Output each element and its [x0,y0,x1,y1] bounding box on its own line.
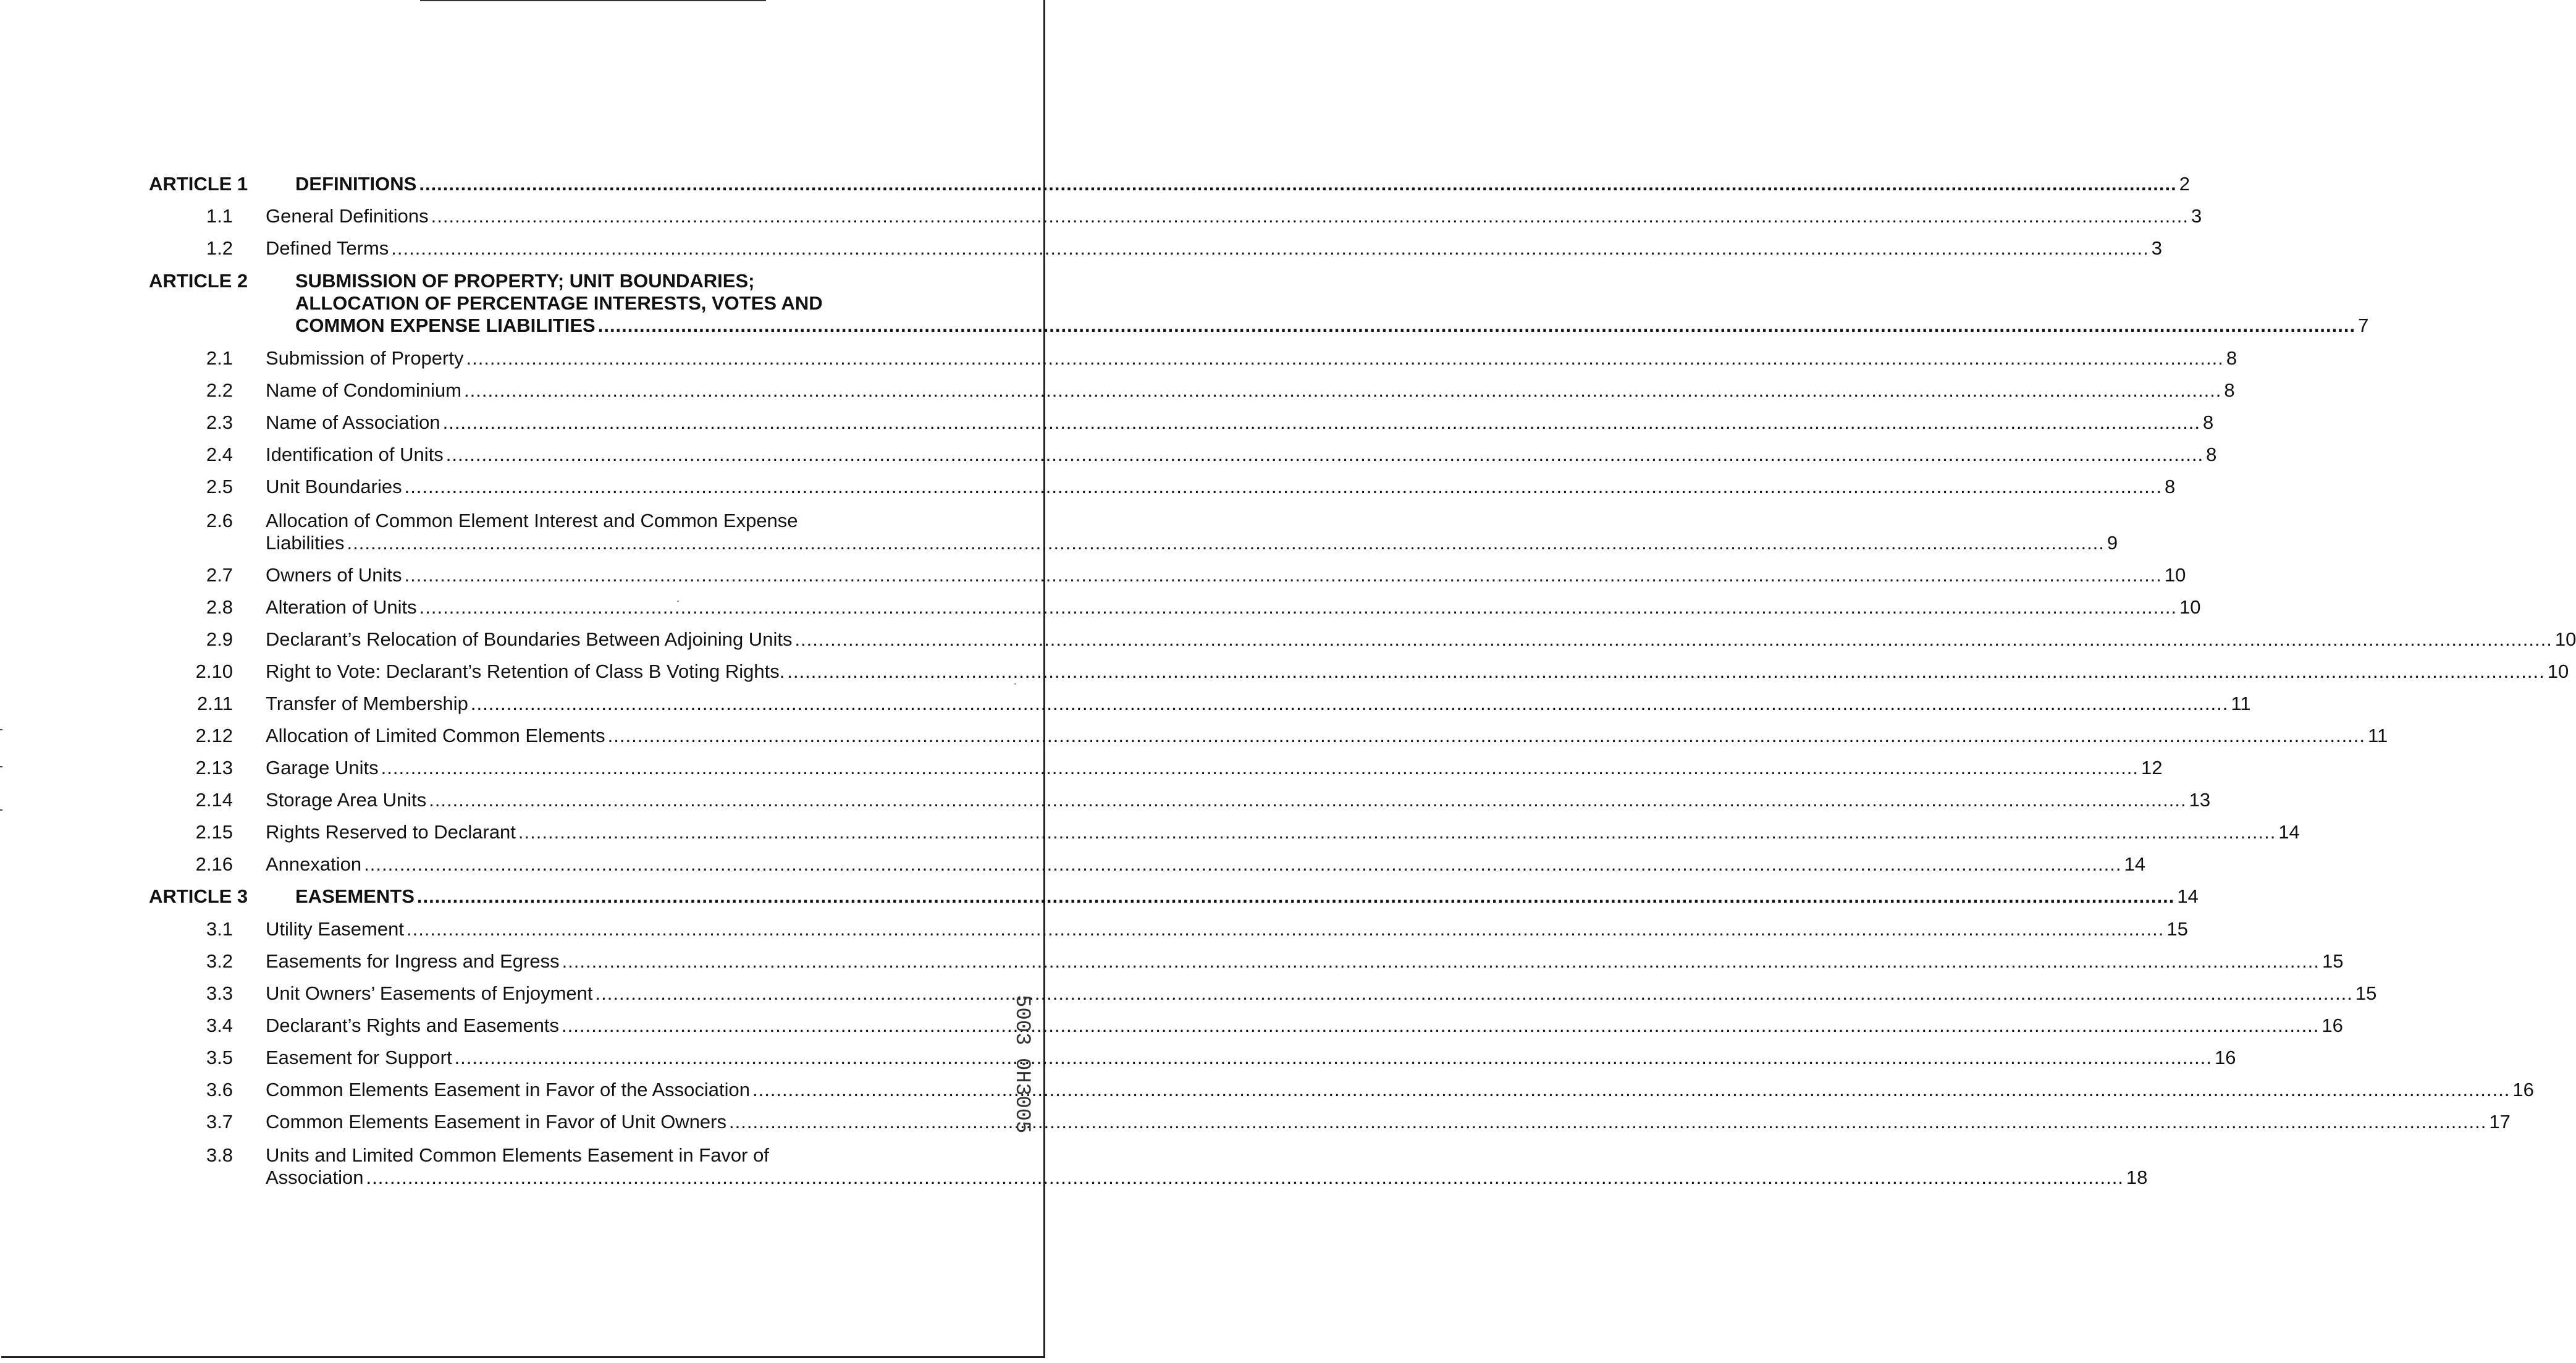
dot-leader [419,596,2177,618]
section-number: 3.7 [206,1111,233,1133]
section-title: General Definitions [266,205,429,227]
section-number: 3.4 [206,1015,233,1036]
toc-entry[interactable] [266,237,2162,260]
toc-entry[interactable] [266,853,2145,876]
section-number: 2.10 [195,660,233,682]
page-number: 16 [2512,1079,2534,1100]
toc-entry[interactable] [266,757,2163,779]
page-number: 10 [2179,596,2201,618]
section-title: Garage Units [266,757,379,779]
section-title-line-1: Allocation of Common Element Interest and Common Expense [266,510,798,531]
section-title: Association [266,1167,364,1188]
section-title: Liabilities [266,532,345,554]
toc-entry[interactable] [266,347,2237,369]
section-number: 3.6 [206,1079,233,1100]
article-1-page: 2 [2179,173,2190,195]
dot-leader [417,885,2174,908]
toc-entry[interactable] [266,693,2251,715]
toc-entry[interactable] [266,821,2300,843]
page-number: 8 [2224,379,2235,401]
toc-entry[interactable] [266,1047,2236,1069]
page-number: 11 [2231,693,2251,714]
section-number: 2.8 [206,596,233,618]
toc-entry[interactable] [266,1015,2343,1037]
section-title: Common Elements Easement in Favor of the Association [266,1079,750,1100]
dot-leader [366,1167,2124,1189]
section-number: 3.5 [206,1047,233,1068]
section-title: Alteration of Units [266,596,417,618]
section-number: 3.2 [206,950,233,972]
dot-leader [431,205,2189,227]
page-number: 14 [2278,821,2300,843]
dot-leader [466,347,2223,369]
section-title: Common Elements Easement in Favor of Unit Owners [266,1111,726,1133]
dot-leader [794,628,2552,651]
article-3-label: ARTICLE 3 [149,885,248,907]
page-number: 10 [2554,628,2576,650]
section-number: 2.11 [196,693,233,714]
section-title: Submission of Property [266,347,464,369]
article-1-title: DEFINITIONS [295,173,417,195]
bates-stamp-text: 5003 0H3005 [1010,995,1033,1134]
dot-leader [518,821,2276,843]
dot-leader [464,379,2221,402]
section-title: Allocation of Limited Common Elements [266,725,605,746]
section-title: Utility Easement [266,918,404,940]
section-number: 2.3 [206,411,233,433]
toc-entry[interactable] [266,411,2214,434]
dot-leader [455,1047,2212,1069]
section-title: Unit Owners’ Easements of Enjoyment [266,982,593,1004]
dot-leader [596,982,2353,1005]
page-number: 8 [2206,444,2217,465]
page-number: 15 [2355,982,2377,1004]
toc-entry[interactable] [266,1111,2511,1133]
section-title: Rights Reserved to Declarant [266,821,516,843]
article-2-label: ARTICLE 2 [149,270,248,292]
dot-leader [443,411,2200,434]
page-number: 17 [2489,1111,2511,1133]
dot-leader [429,789,2186,811]
section-title: Transfer of Membership [266,693,468,714]
section-title: Declarant’s Rights and Easements [266,1015,560,1036]
dot-leader [608,725,2365,747]
article-3-title: EASEMENTS [295,885,415,907]
bates-stamp [996,995,1033,1162]
page-number: 16 [2321,1015,2343,1036]
toc-entry[interactable] [266,205,2202,227]
section-title: Storage Area Units [266,789,427,811]
section-number: 1.2 [206,237,233,259]
article-2-title-line-2: ALLOCATION OF PERCENTAGE INTERESTS, VOTES AND [295,292,823,314]
page-number: 8 [2202,411,2214,433]
section-number: 2.12 [195,725,233,746]
page-number: 15 [2321,950,2344,972]
section-title: Easement for Support [266,1047,452,1068]
dot-leader [471,693,2228,715]
section-title: Easements for Ingress and Egress [266,950,560,972]
section-number: 2.16 [195,853,233,875]
page-number: 14 [2124,853,2145,875]
dot-leader [405,476,2162,498]
toc-entry[interactable] [266,725,2388,747]
section-title-line-1: Units and Limited Common Elements Easement in Favor of [266,1144,769,1166]
article-1-entry[interactable] [295,173,2190,195]
dot-leader [598,314,2355,337]
page-number: 11 [2368,725,2388,746]
toc-entry[interactable] [266,789,2211,811]
article-2-title-line-3: COMMON EXPENSE LIABILITIES [295,314,596,336]
dot-leader [391,237,2149,260]
toc-entry[interactable] [266,596,2201,618]
article-1-label: ARTICLE 1 [149,173,248,195]
section-number: 2.6 [206,510,233,531]
section-number: 3.8 [206,1144,233,1166]
section-number: 2.2 [206,379,233,401]
page-number: 10 [2164,564,2186,586]
page-number: 9 [2107,532,2118,554]
section-title: Owners of Units [266,564,402,586]
toc-entry[interactable] [266,660,2569,683]
toc-entry[interactable] [266,628,2576,651]
article-2-title-line-1: SUBMISSION OF PROPERTY; UNIT BOUNDARIES; [295,270,755,292]
section-number: 2.14 [195,789,233,811]
page-number: 3 [2151,237,2162,259]
article-3-page: 14 [2177,885,2199,907]
section-title: Name of Condominium [266,379,462,401]
section-number: 2.9 [206,628,233,650]
section-title: Right to Vote: Declarant’s Retention of Class B Voting Rights. [266,660,785,682]
page-number: 3 [2191,205,2202,227]
toc-entry[interactable] [266,918,2188,940]
toc-entry[interactable] [266,1167,2148,1189]
section-number: 2.1 [206,347,233,369]
dot-leader [364,853,2121,876]
section-number: 2.5 [206,476,233,497]
article-2-page: 7 [2358,314,2369,336]
dot-leader [562,950,2320,973]
toc-entry[interactable] [266,532,2118,554]
dot-leader [446,444,2203,466]
dot-leader [419,173,2176,195]
section-title: Name of Association [266,411,440,433]
dot-leader [562,1015,2319,1037]
page-number: 15 [2166,918,2188,940]
page-number: 8 [2226,347,2237,369]
page-number: 10 [2547,660,2569,682]
page-number: 16 [2214,1047,2236,1068]
section-number: 2.13 [195,757,233,779]
page-number: 8 [2164,476,2176,497]
section-title: Annexation [266,853,362,875]
section-title: Declarant’s Relocation of Boundaries Between Adjoining Units [266,628,793,650]
section-title: Identification of Units [266,444,444,465]
page-number: 13 [2189,789,2211,811]
dot-leader [405,564,2162,586]
dot-leader [787,660,2544,683]
dot-leader [406,918,2164,940]
dot-leader [347,532,2105,554]
section-number: 2.15 [195,821,233,843]
section-title: Defined Terms [266,237,389,259]
dot-leader [729,1111,2486,1133]
article-2-entry[interactable] [295,314,2369,337]
section-number: 2.7 [206,564,233,586]
toc-entry[interactable] [266,444,2217,466]
toc-entry[interactable] [266,950,2344,973]
toc-entry[interactable] [266,1079,2534,1101]
toc-entry[interactable] [266,982,2377,1005]
article-3-entry[interactable] [295,885,2199,908]
section-title: Unit Boundaries [266,476,402,497]
section-number: 2.4 [206,444,233,465]
toc-entry[interactable] [266,564,2186,586]
toc-entry[interactable] [266,476,2176,498]
section-number: 3.3 [206,982,233,1004]
toc-entry[interactable] [266,379,2235,402]
page-number: 18 [2126,1167,2148,1188]
section-number: 1.1 [206,205,233,227]
page-number: 12 [2141,757,2163,779]
section-number: 3.1 [206,918,233,940]
dot-leader [381,757,2139,779]
